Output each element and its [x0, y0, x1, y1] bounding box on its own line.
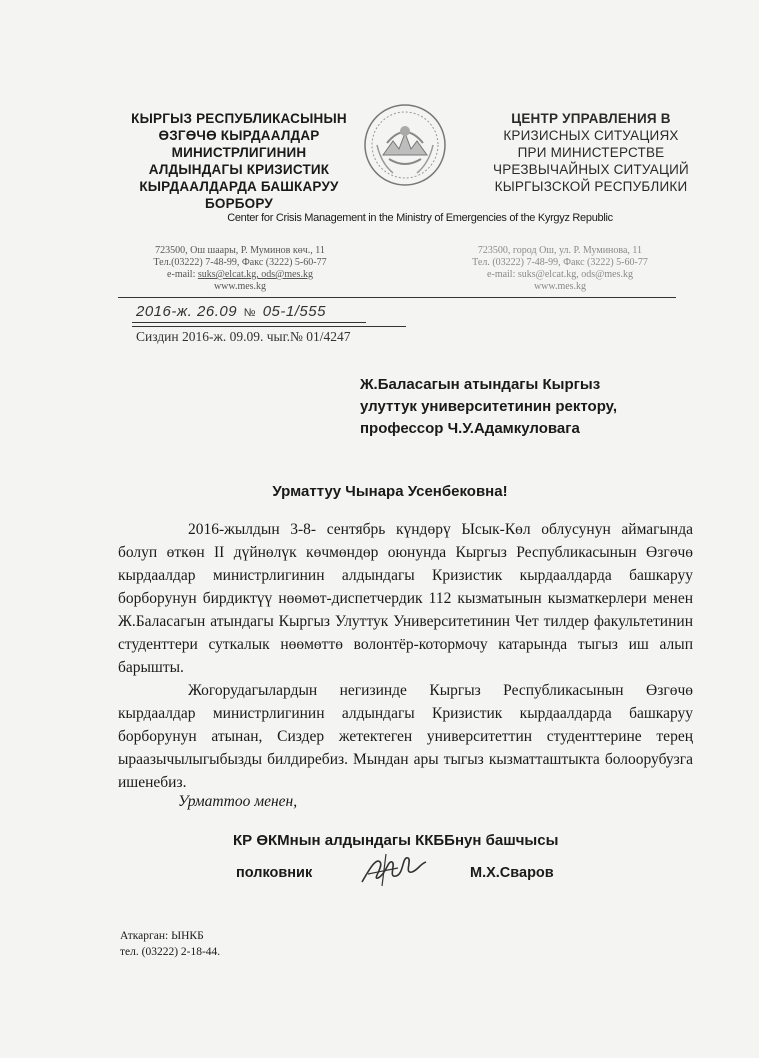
website: www.mes.kg [533, 281, 587, 292]
registration-date-number [132, 303, 366, 323]
kyrgyz-state-emblem-icon [363, 103, 447, 187]
header-left-line: КЫРДААЛДАРДА БАШКАРУУ [139, 179, 339, 194]
email-link[interactable]: suks@elcat.kg, ods@mes.kg [197, 269, 313, 280]
email-line [440, 269, 680, 281]
signatory-name: М.Х.Сваров [470, 865, 554, 881]
registration-date: 2016-ж. 26.09 [136, 303, 238, 320]
contacts-kyrgyz [120, 245, 360, 293]
phone: Тел. (03222) 7-48-99, Факс (3222) 5-60-77 [472, 257, 648, 268]
header-right-line: КЫРГЫЗСКОЙ РЕСПУБЛИКИ [494, 179, 688, 194]
contacts-russian [440, 245, 680, 293]
performer-unit: Аткарган: ЫНКБ [120, 930, 204, 942]
address: 723500, город Ош, ул. Р. Муминова, 11 [477, 245, 643, 256]
addressee-line: улуттук университетинин ректору, [360, 398, 618, 415]
letter-body [118, 518, 693, 794]
body-paragraph: 2016-жылдын 3-8- сентябрь күндөрү Ысык-Көл облусунун аймагында болуп өткөн II дүйнөлүк көчмөндөр оюнунда Кыргыз Республикасынын Өзгөчө кырдаалдар министрлигинин алдындагы Кризистик кырдаалдарда башкаруу борборунун бирдиктүү нөөмөт-диспетчердик 112 кызматынын кызматкерлери менен Ж.Баласагын атындагы Кыргыз Улуттук Университетинин Чет тилдер факультетинин студенттери суткалык нөөмөттө волонтёр-котормочу катарында тыгыз иш алып барышты. [118, 521, 693, 676]
addressee-line: профессор Ч.У.Адамкуловага [360, 420, 580, 437]
handwritten-signature-icon [358, 848, 430, 890]
performer-info [120, 928, 220, 960]
registration-number: 05-1/555 [262, 303, 326, 320]
header-left-line: АЛДЫНДАГЫ КРИЗИСТИК [148, 162, 330, 177]
phone: Тел.(03222) 7-48-99, Факс (3222) 5-60-77 [153, 257, 327, 268]
website: www.mes.kg [213, 281, 267, 292]
body-paragraph: Жогорудагылардын негизинде Кыргыз Республикасынын Өзгөчө кырдаалдар министрлигинин алдындагы Кризистик кырдаалдарда башкаруу борборунун атынан, Сиздер жетектеген университеттин студенттерине терең ыраазычылыгыбызды билдиребиз. Мындан ары тыгыз кызматташтыкта болоорубузга ишенебиз. [118, 682, 693, 791]
header-left-line: КЫРГЫЗ РЕСПУБЛИКАСЫНЫН [131, 111, 347, 126]
address: 723500, Ош шаары, Р. Муминов көч., 11 [155, 245, 325, 256]
header-russian-name [460, 110, 722, 195]
header-left-line: МИНИСТРЛИГИНИН [171, 145, 307, 160]
header-right-line: ПРИ МИНИСТЕРСТВЕ [517, 145, 665, 160]
closing-phrase: Урматтоо менен, [178, 793, 298, 810]
email-label: e-mail: [167, 269, 196, 280]
signatory-title: КР ӨКМнын алдындагы ККББнун башчысы [233, 832, 559, 849]
header-kyrgyz-name [108, 110, 370, 212]
header-left-line: БОРБОРУ [204, 196, 274, 211]
header-divider [118, 297, 676, 298]
header-right-line: КРИЗИСНЫХ СИТУАЦИЯХ [503, 128, 679, 143]
email-value: suks@elcat.kg, ods@mes.kg [517, 269, 633, 280]
header-right-line: ЦЕНТР УПРАВЛЕНИЯ В [511, 111, 671, 126]
signatory-rank: полковник [236, 865, 313, 881]
addressee-block [360, 374, 690, 440]
email-label: e-mail: [487, 269, 516, 280]
addressee-line: Ж.Баласагын атындагы Кыргыз [360, 376, 601, 393]
english-organization-name: Center for Crisis Management in the Ministry of Emergencies of the Kyrgyz Republic [227, 212, 613, 224]
header-left-line: ӨЗГӨЧӨ КЫРДААЛДАР [158, 128, 320, 143]
performer-phone: тел. (03222) 2-18-44. [120, 946, 221, 958]
number-sign: № [243, 307, 257, 319]
email-line [120, 269, 360, 281]
salutation: Урматтуу Чынара Усенбековна! [272, 483, 508, 500]
reference-line: Сиздин 2016-ж. 09.09. чыг.№ 01/4247 [132, 326, 406, 345]
header-right-line: ЧРЕЗВЫЧАЙНЫХ СИТУАЦИЙ [493, 162, 689, 177]
